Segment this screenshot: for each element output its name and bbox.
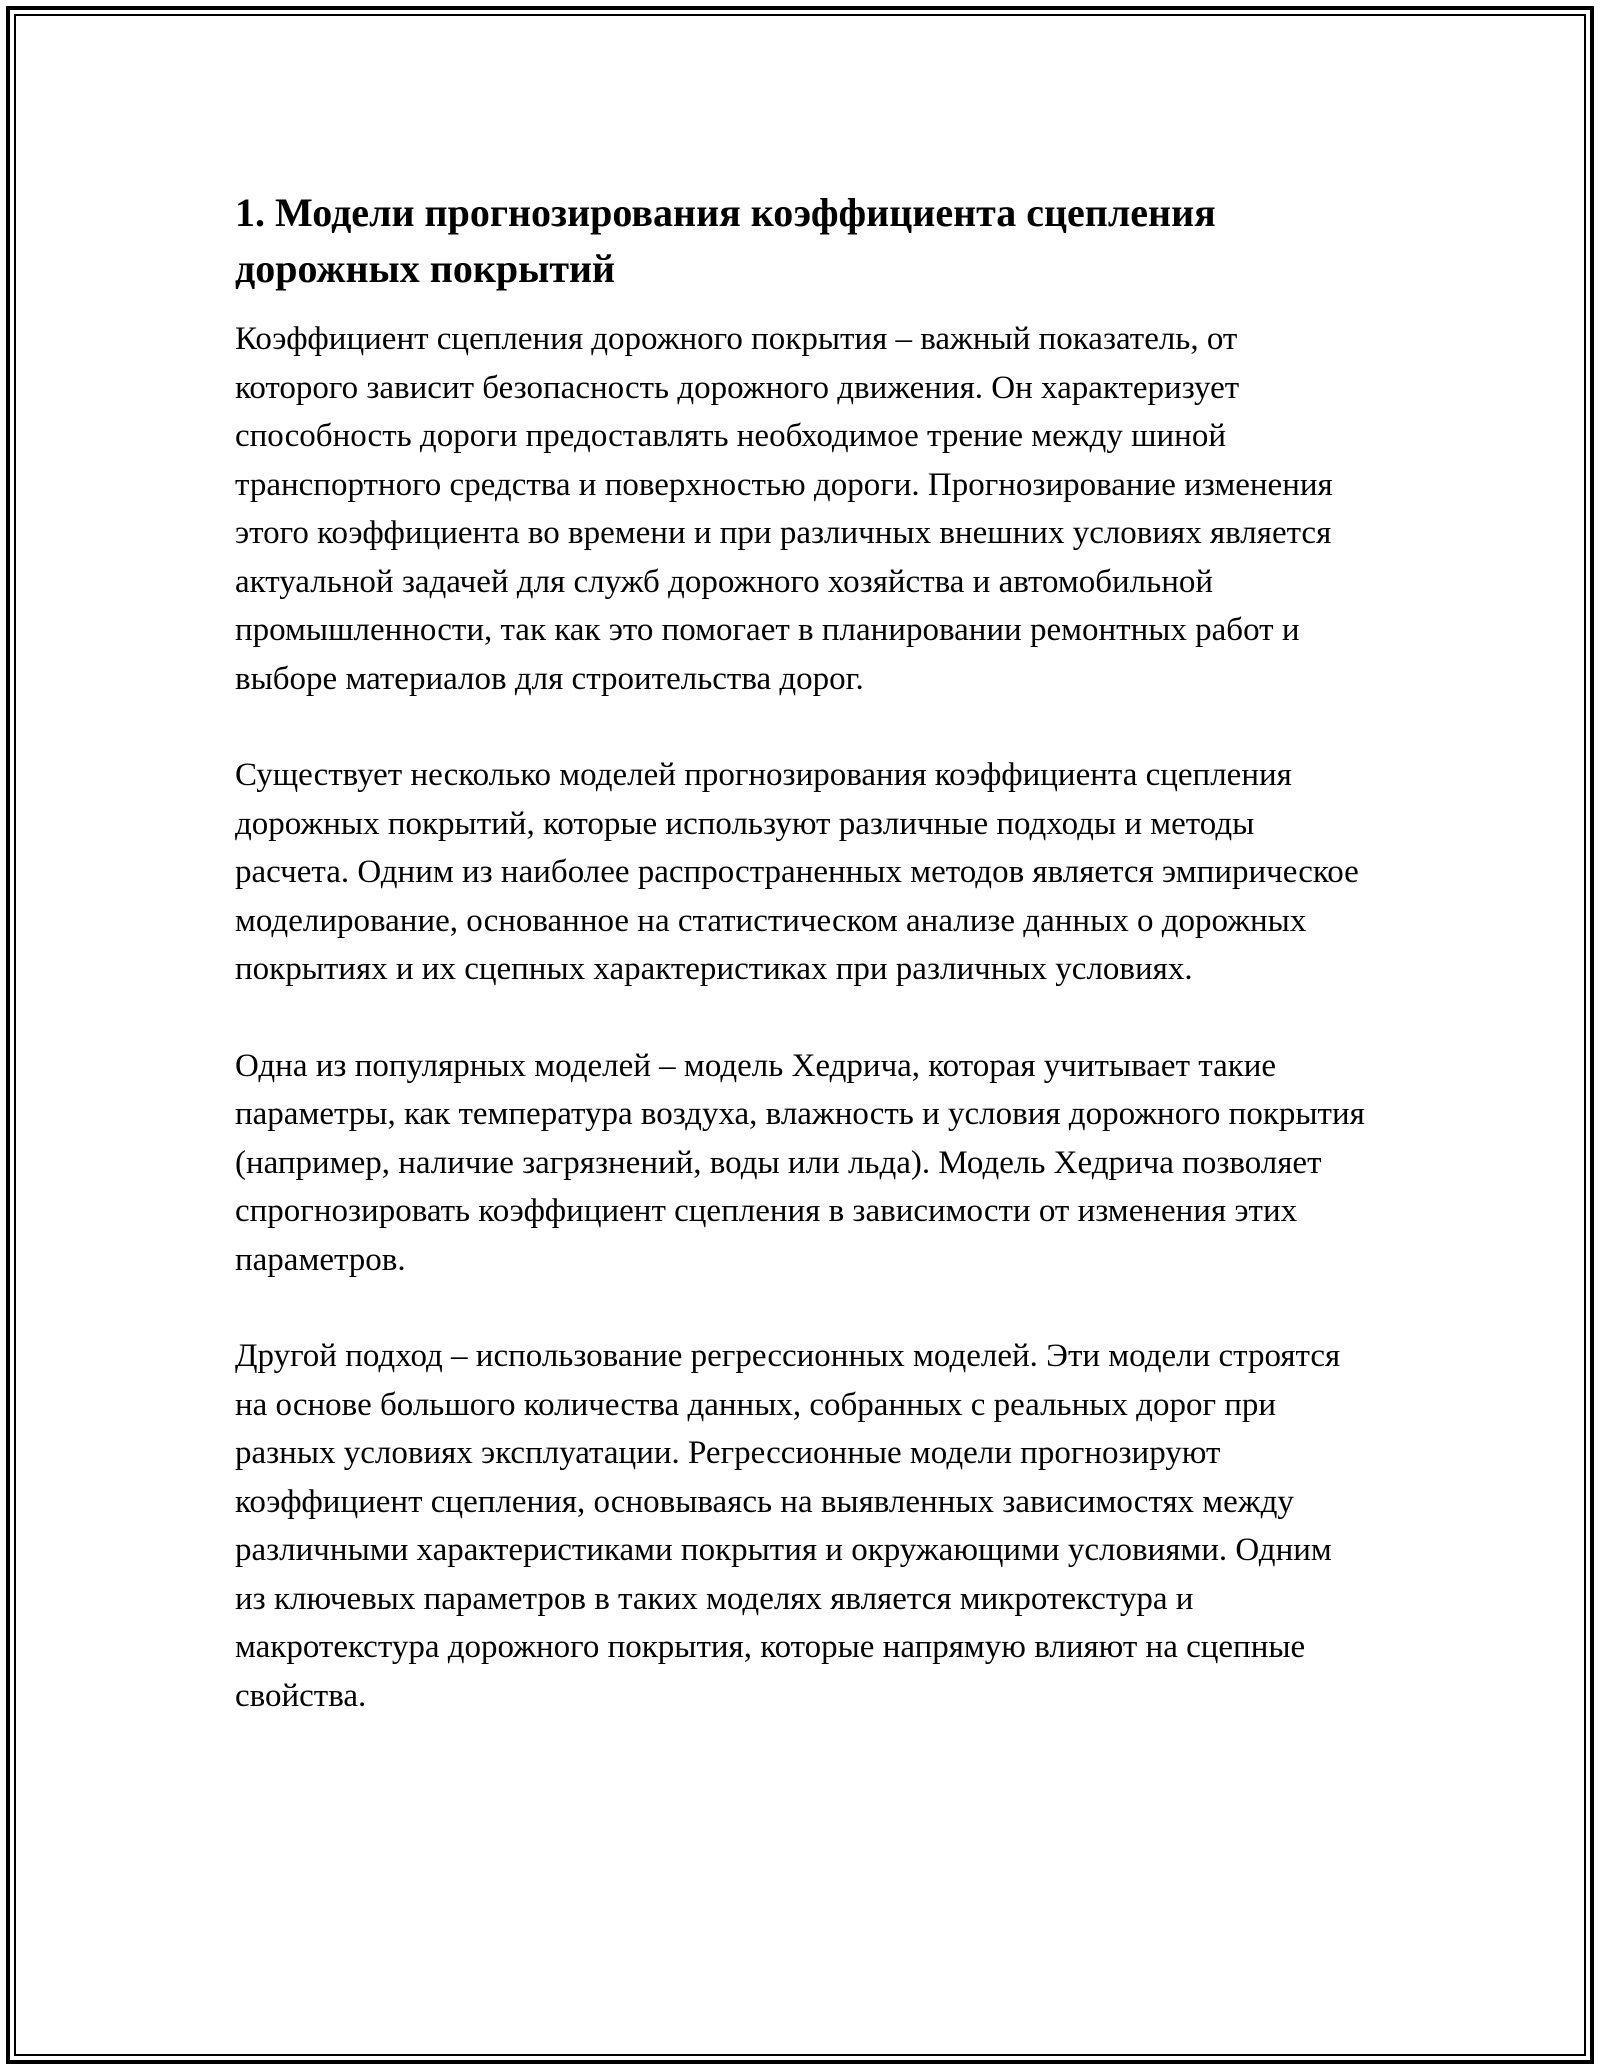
section-title: 1. Модели прогнозирования коэффициента сцепления дорожных покрытий xyxy=(235,190,1216,291)
paragraph-1: Коэффициент сцепления дорожного покрытия – важный показатель, от которого зависит безопасность дорожного движения. Он характеризует способность дороги предоставлять необходимое трение между шиной транспортного средства и поверхностью дороги. Прогнозирование изменения этого коэффициента во времени и при различных внешних условиях является актуальной задачей для служб дорожного хозяйства и автомобильной промышленности, так как это помогает в планировании ремонтных работ и выборе материалов для строительства дорог. xyxy=(235,321,1333,697)
paragraph-2: Существует несколько моделей прогнозирования коэффициента сцепления дорожных покрытий, которые используют различные подходы и методы расчета. Одним из наиболее распространенных методов является эмпирическое моделирование, основанное на статистическом анализе данных о дорожных покрытиях и их сцепных характеристиках при различных условиях. xyxy=(235,757,1359,987)
document-body xyxy=(235,185,1365,1768)
paragraph-3: Одна из популярных моделей – модель Хедрича, которая учитывает такие параметры, как температура воздуха, влажность и условия дорожного покрытия (например, наличие загрязнений, воды или льда). Модель Хедрича позволяет спрогнозировать коэффициент сцепления в зависимости от изменения этих параметров. xyxy=(235,1047,1365,1278)
paragraph-4: Другой подход – использование регрессионных моделей. Эти модели строятся на основе большого количества данных, собранных с реальных дорог при разных условиях эксплуатации. Регрессионные модели прогнозируют коэффициент сцепления, основываясь на выявленных зависимостях между различными характеристиками покрытия и окружающими условиями. Одним из ключевых параметров в таких моделях является микротекстура и макротекстура дорожного покрытия, которые напрямую влияют на сцепные свойства. xyxy=(235,1338,1341,1714)
